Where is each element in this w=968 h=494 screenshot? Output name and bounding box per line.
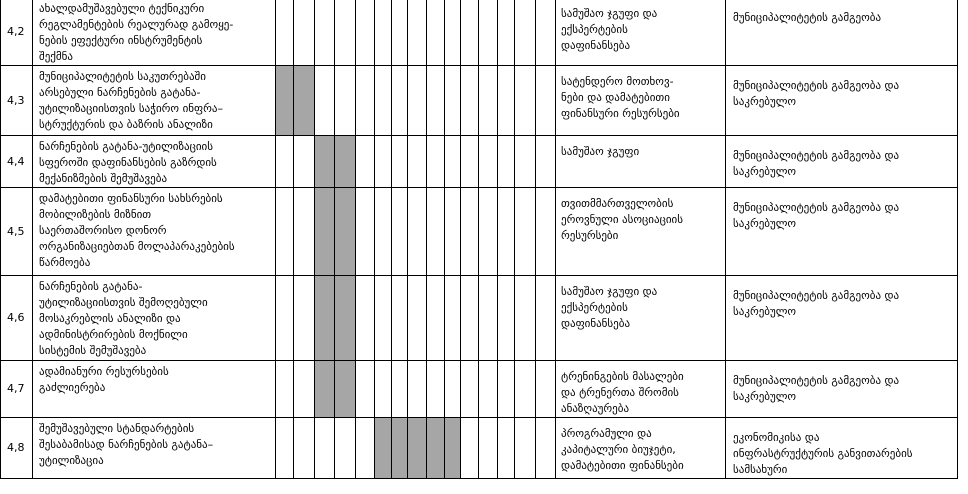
- timeline-cell: [356, 136, 375, 188]
- timeline-cell: [498, 66, 515, 136]
- resources-line: პროგრამული და: [561, 427, 652, 440]
- resources-line: რესურსები: [561, 229, 619, 242]
- responsible-line: მუნიციპალიტეტის გამგეობა და: [733, 149, 900, 162]
- timeline-cell: [276, 0, 294, 66]
- responsible-line: მუნიციპალიტეტის გამგეობა და: [733, 374, 900, 387]
- resources-line: სამუშაო ჯგუფი და: [561, 7, 658, 20]
- resources-cell: [556, 418, 726, 479]
- timeline-cell: [536, 136, 556, 188]
- timeline-cell: [375, 361, 392, 418]
- timeline-cell: [375, 276, 392, 361]
- timeline-cell: [445, 66, 461, 136]
- timeline-cell: [356, 0, 375, 66]
- resources-line: დაფინანსება: [561, 317, 631, 330]
- timeline-cell: [515, 0, 536, 66]
- responsible-cell: [726, 188, 958, 276]
- timeline-cell: [479, 361, 498, 418]
- responsible-line: მუნიციპალიტეტის გამგეობა და: [733, 79, 900, 92]
- table-row: [1, 136, 958, 188]
- timeline-cell: [445, 0, 461, 66]
- timeline-cell: [392, 136, 408, 188]
- resources-line: თვითმმართველობის: [561, 197, 674, 210]
- responsible-cell: [726, 276, 958, 361]
- description-line: შექმნა: [39, 50, 73, 63]
- table-row: [1, 276, 958, 361]
- timeline-cell: [536, 418, 556, 479]
- timeline-cell: [427, 0, 445, 66]
- responsible-line: მუნიციპალიტეტის გამგეობა და: [733, 289, 900, 302]
- resources-line: ფინანსური რესურსები: [561, 107, 680, 120]
- description-line: ორგანიზაციებთან მოლაპარაკებების: [39, 240, 235, 253]
- timeline-cell: [408, 188, 427, 276]
- table-body: [1, 0, 958, 479]
- responsible-line: საკრებულო: [733, 165, 797, 178]
- responsible-cell: [726, 361, 958, 418]
- timeline-cell: [392, 66, 408, 136]
- timeline-cell-active: [335, 276, 356, 361]
- timeline-cell: [479, 136, 498, 188]
- timeline-cell: [294, 418, 315, 479]
- row-number: 4,3: [1, 66, 33, 136]
- timeline-cell: [536, 361, 556, 418]
- description-line: უტილიზაცია: [39, 454, 104, 467]
- row-number: 4,5: [1, 188, 33, 276]
- activity-description: [33, 0, 276, 66]
- timeline-cell-active: [335, 361, 356, 418]
- timeline-cell-active: [392, 418, 408, 479]
- resources-line: სამუშაო ჯგუფი და: [561, 285, 658, 298]
- timeline-cell: [461, 418, 479, 479]
- timeline-cell: [427, 136, 445, 188]
- timeline-cell-active: [335, 136, 356, 188]
- responsible-cell: [726, 66, 958, 136]
- timeline-cell: [479, 0, 498, 66]
- resources-line: ეროვნული ასოციაციის: [561, 213, 683, 226]
- timeline-cell: [335, 418, 356, 479]
- timeline-cell-active: [315, 361, 335, 418]
- responsible-line: სამსახური: [733, 463, 788, 476]
- timeline-cell-active: [315, 188, 335, 276]
- description-line: მუნიციპალიტეტის საკუთრებაში: [39, 70, 206, 83]
- description-line: გაძლიერება: [39, 381, 106, 394]
- description-line: ახალდამუშავებული ტექნიკური: [39, 2, 205, 15]
- timeline-cell: [294, 188, 315, 276]
- timeline-cell: [276, 188, 294, 276]
- timeline-cell-active: [445, 418, 461, 479]
- timeline-cell-active: [315, 136, 335, 188]
- timeline-cell: [461, 66, 479, 136]
- timeline-cell: [445, 188, 461, 276]
- timeline-cell-active: [408, 418, 427, 479]
- timeline-cell: [276, 136, 294, 188]
- timeline-cell: [356, 418, 375, 479]
- timeline-cell: [315, 418, 335, 479]
- responsible-cell: [726, 418, 958, 479]
- timeline-cell: [375, 0, 392, 66]
- timeline-cell: [479, 276, 498, 361]
- description-line: წარმოება: [39, 256, 91, 269]
- responsible-line: საკრებულო: [733, 217, 797, 230]
- timeline-cell: [498, 0, 515, 66]
- timeline-cell: [335, 0, 356, 66]
- timeline-cell: [315, 0, 335, 66]
- timeline-cell: [427, 66, 445, 136]
- responsible-cell: [726, 136, 958, 188]
- description-line: ნების ეფექტური ინსტრუმენტის: [39, 34, 203, 47]
- resources-cell: [556, 66, 726, 136]
- activity-description: [33, 361, 276, 418]
- timeline-cell: [392, 0, 408, 66]
- responsible-cell: [726, 0, 958, 66]
- activity-description: [33, 136, 276, 188]
- description-line: ნარჩენების გატანა-უტილიზაციის: [39, 140, 213, 153]
- timeline-cell-active: [276, 66, 294, 136]
- resources-line: კაპიტალური ბიუჯეტი,: [561, 443, 676, 456]
- timeline-cell: [356, 66, 375, 136]
- row-number: 4,6: [1, 276, 33, 361]
- timeline-cell: [445, 361, 461, 418]
- timeline-cell: [515, 136, 536, 188]
- table-row: [1, 361, 958, 418]
- timeline-cell: [427, 361, 445, 418]
- description-line: უტილიზაციისთვის საჭირო ინფრა–: [39, 102, 223, 115]
- timeline-cell: [461, 361, 479, 418]
- timeline-cell: [536, 276, 556, 361]
- responsible-line: საკრებულო: [733, 95, 797, 108]
- timeline-cell: [276, 276, 294, 361]
- timeline-cell: [498, 188, 515, 276]
- description-line: რეგლამენტების რეალურად გამოყე-: [39, 18, 234, 31]
- timeline-cell: [479, 66, 498, 136]
- description-line: მოსაკრებლის ანალიზი და: [39, 312, 181, 325]
- timeline-cell: [294, 0, 315, 66]
- responsible-line: საკრებულო: [733, 390, 797, 403]
- description-line: არსებული ნარჩენების გატანა-: [39, 86, 201, 99]
- description-line: ნარჩენების გატანა-: [39, 280, 143, 293]
- resources-line: ექსპერტების: [561, 301, 628, 314]
- description-line: შესაბამისად ნარჩენების გატანა–: [39, 438, 214, 451]
- responsible-line: მუნიციპალიტეტის გამგეობა: [733, 11, 882, 24]
- resources-line: ანაზღაურება: [561, 402, 630, 415]
- table-row: [1, 418, 958, 479]
- description-line: საერთაშორისო დონორ: [39, 224, 167, 237]
- timeline-cell: [356, 276, 375, 361]
- description-line: დამატებითი ფინანსური სახსრების: [39, 192, 223, 205]
- timeline-cell-active: [427, 418, 445, 479]
- resources-line: დაფინანსება: [561, 39, 631, 52]
- resources-line: ექსპერტების: [561, 23, 628, 36]
- timeline-cell: [315, 66, 335, 136]
- table-row: [1, 66, 958, 136]
- timeline-cell: [408, 276, 427, 361]
- table-row: [1, 0, 958, 66]
- resources-cell: [556, 276, 726, 361]
- description-line: სისტემის შემუშავება: [39, 344, 147, 357]
- timeline-cell: [515, 66, 536, 136]
- resources-cell: [556, 136, 726, 188]
- timeline-cell: [461, 0, 479, 66]
- responsible-line: ინფრასტრუქტურის განვითარების: [733, 447, 913, 460]
- activity-description: [33, 418, 276, 479]
- responsible-line: მუნიციპალიტეტის გამგეობა და: [733, 201, 900, 214]
- timeline-cell: [375, 66, 392, 136]
- timeline-cell: [498, 418, 515, 479]
- timeline-cell: [294, 136, 315, 188]
- timeline-cell: [515, 276, 536, 361]
- resources-line: სამუშაო ჯგუფი: [561, 145, 640, 158]
- description-line: მობილიზების მიზნით: [39, 208, 152, 221]
- timeline-cell: [356, 361, 375, 418]
- timeline-cell: [375, 188, 392, 276]
- timeline-cell: [479, 188, 498, 276]
- timeline-cell: [515, 188, 536, 276]
- timeline-cell: [276, 361, 294, 418]
- timeline-cell: [408, 0, 427, 66]
- timeline-cell: [536, 188, 556, 276]
- timeline-cell: [408, 361, 427, 418]
- timeline-cell: [427, 276, 445, 361]
- responsible-line: ეკონომიკისა და: [733, 431, 820, 444]
- activity-description: [33, 188, 276, 276]
- responsible-line: საკრებულო: [733, 305, 797, 318]
- timeline-cell-active: [315, 276, 335, 361]
- resources-cell: [556, 0, 726, 66]
- resources-line: დამატებითი ფინანსები: [561, 459, 684, 472]
- timeline-cell: [392, 276, 408, 361]
- timeline-cell: [392, 361, 408, 418]
- description-line: ადამიანური რესურსების: [39, 365, 169, 378]
- timeline-cell: [498, 276, 515, 361]
- description-line: სტრუქტურის და ბაზრის ანალიზი: [39, 118, 213, 131]
- resources-cell: [556, 188, 726, 276]
- activity-description: [33, 276, 276, 361]
- resources-line: სატენდერო მოთხოვ-: [561, 75, 674, 88]
- timeline-cell-active: [294, 66, 315, 136]
- timeline-cell: [461, 136, 479, 188]
- row-number: 4,4: [1, 136, 33, 188]
- timeline-cell: [294, 361, 315, 418]
- timeline-cell: [294, 276, 315, 361]
- timeline-cell: [479, 418, 498, 479]
- description-line: შემუშავებული სტანდარტების: [39, 422, 195, 435]
- table-row: [1, 188, 958, 276]
- row-number: 4,8: [1, 418, 33, 479]
- description-line: უტილიზაციისთვის შემოღებული: [39, 296, 208, 309]
- description-line: ადმინისტრირების მოქნილი: [39, 328, 188, 341]
- timeline-cell-active: [375, 418, 392, 479]
- timeline-cell: [335, 66, 356, 136]
- row-number: 4,2: [1, 0, 33, 66]
- resources-line: ტრენინგების მასალები: [561, 370, 684, 383]
- timeline-cell: [515, 361, 536, 418]
- timeline-cell: [461, 276, 479, 361]
- description-line: სფეროში დაფინანსების გაზრდის: [39, 156, 217, 169]
- resources-line: ნები და დამატებითი: [561, 91, 670, 104]
- timeline-cell: [276, 418, 294, 479]
- timeline-cell: [408, 66, 427, 136]
- timeline-cell-active: [335, 188, 356, 276]
- timeline-cell: [427, 188, 445, 276]
- timeline-cell: [445, 136, 461, 188]
- resources-cell: [556, 361, 726, 418]
- timeline-cell: [445, 276, 461, 361]
- timeline-cell: [375, 136, 392, 188]
- timeline-cell: [536, 0, 556, 66]
- timeline-cell: [392, 188, 408, 276]
- description-line: მექანიზმების შემუშავება: [39, 172, 168, 185]
- timeline-cell: [498, 361, 515, 418]
- activity-description: [33, 66, 276, 136]
- timeline-cell: [536, 66, 556, 136]
- timeline-cell: [356, 188, 375, 276]
- resources-line: და ტრენერთა შრომის: [561, 386, 679, 399]
- timeline-cell: [515, 418, 536, 479]
- timeline-cell: [408, 136, 427, 188]
- timeline-cell: [461, 188, 479, 276]
- row-number: 4,7: [1, 361, 33, 418]
- timeline-cell: [498, 136, 515, 188]
